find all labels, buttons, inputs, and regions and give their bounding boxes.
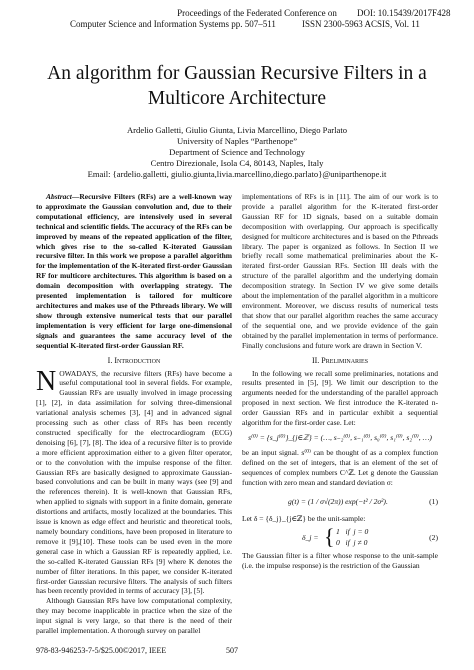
equation-brace: { (324, 524, 335, 550)
affiliation-address: Centro Direzionale, Isola C4, 80143, Naples, Italy (150, 158, 324, 168)
equation-unit-sample (242, 525, 438, 551)
header-line2: Computer Science and Information Systems pp. 507–511 (70, 19, 276, 29)
prelim-paragraph-4: The Gaussian filter is a filter whose response to the unit-sample (i.e. the impulse response) is the restriction of the Gaussian (242, 551, 438, 571)
equation-number-1: (1) (429, 496, 438, 506)
equation-input-signal: s⁽⁰⁾ = {s_j⁽⁰⁾}_{j∈ℤ} = (…, s₋₂⁽⁰⁾, s₋₁⁽⁰⁾, s₀⁽⁰⁾, s₁⁽⁰⁾, s₂⁽⁰⁾, …) (248, 432, 432, 442)
intro-paragraph-1 (36, 365, 232, 597)
equation-case-2: 0 if j ≠ 0 (336, 538, 368, 548)
intro-paragraph-1-text: OWADAYS, the recursive filters (RFs) have become a useful computational tool in several fields. For example, Gaussian RFs are usually involved in image processing [1], [2], in data assimilation for solving three-dimensional variational analysis schemes [3], [4] and in advanced signal processing such as other class of RFs has been recently constructed specifically for the electrocardiogram (ECG) denoising [6], [7], [8]. The idea of a recursive filter is to provide a more efficient approximation either to a given filter operator, or to the convolution with the impulse response of the filter. Gaussian RFs are basically designed to approximate Gaussian-based convolutions and can be built in many ways (see [9] and the references therein). It is well-known that Gaussian RFs, when applied to signals with support in a finite domain, generate distortions and artifacts, mostly localized at the boundaries. This issue is known as edge effect and heuristic and theoretical tools, namely boundary conditions, have been proposed in literature to remove it [9],[10]. These tools can be used even in the more general case in which a Gaussian RF is repeatedly applied, i.e. the so-called K-iterated Gaussian RFs [9] where K denotes the number of filter iterations. In this paper, we consider K-iterated first-order Gaussian recursive filters. The analysis of such filters has been recently provided in terms of accuracy [3], [5]. (36, 368, 232, 596)
header-issn-text: ISSN 2300-5963 ACSIS, Vol. 11 (302, 19, 420, 29)
equation-case-1: 1 if j = 0 (336, 527, 369, 537)
drop-cap: N (36, 365, 57, 397)
paper-title-line2: Multicore Architecture (147, 88, 327, 109)
equation-unit-sample-lhs: δ_j = (302, 533, 319, 543)
left-column (36, 192, 232, 636)
prelim-paragraph-3: Let δ = {δ_j}_{j∈ℤ} be the unit-sample: (242, 513, 366, 523)
section-heading-introduction: I. Introduction (107, 355, 161, 365)
abstract (36, 192, 232, 351)
intro-continued-paragraph: implementations of RFs is in [11]. The aim of our work is to provide a parallel algorithm for the K-iterated first-order Gaussian RF for 1D signals, based on a suitable domain decomposition with overlapping. Our approach is specifically designed for multicore architectures and is based on the Pthreads library. The paper is organized as follows. In Section II we briefly recall some mathematical preliminaries about the K-iterated first-order Gaussian RFs. Section III deals with the structure of the parallel algorithm and the underlying domain decomposition strategy. In Section IV we give some details about the implementation of the parallel algorithm in a multicore environment. Moreover, we discuss results of numerical tests that show that our parallel algorithm reaches the same accuracy of the sequential one, and we provide evidence of the gain obtained by the parallel implementation in terms of performance. Finally conclusions and future work are drawn in Section V. (242, 192, 438, 350)
header-issn (302, 19, 420, 30)
header-doi-text: DOI: 10.15439/2017F428 (357, 8, 451, 18)
abstract-text: —Recursive Filters (RFs) are a well-known way to approximate the Gaussian convolution and, due to their computational efficiency, are intensively used in several technical and scientific fields. The accuracy of the RFs can be improved by means of the repeated application of the filter, which gives rise to the so-called K-iterated Gaussian recursive filter. In this work we propose a parallel algorithm for the implementation of the K-iterated first-order Gaussian RF for multicore architectures. This algorithm is based on a domain decomposition with overlapping strategy. The presented implementation is tailored for multicore architectures and makes use of the Pthreads library. We will show through extensive numerical tests that our parallel implementation is very efficient for large one-dimensional signals and guarantees the same accuracy level of the sequential K-iterated first-order Gaussian RF. (36, 192, 232, 350)
intro-paragraph-2: Although Gaussian RFs have low computational complexity, they may become inapplicable in practice when the size of the input signal is very large, so that there is the need of their parallel implementation. A thorough survey on parallel (36, 596, 232, 636)
header-line1: Proceedings of the Federated Conference on (177, 8, 337, 18)
equation-gaussian-body: g(t) = (1 / σ√(2π)) exp(−t² / 2σ²). (288, 496, 388, 506)
header-line2-block (70, 19, 276, 30)
page-number: 507 (226, 646, 238, 655)
equation-gaussian (242, 492, 438, 514)
prelim-paragraph-1: In the following we recall some preliminaries, notations and results presented in [5], [9]. We limit our description to the arguments needed for the understanding of the parallel approach proposed in next section. We first introduce the K-iterated n-order Gaussian RFs and in particular exhibit a sequential algorithm for the first-order case. Let: (242, 368, 438, 428)
equation-number-2: (2) (429, 533, 438, 543)
footer-copyright: 978-83-946253-7-5/$25.00©2017, IEEE (36, 646, 167, 655)
affiliation-university: University of Naples “Parthenope” (176, 136, 298, 146)
author-names: Ardelio Galletti, Giulio Giunta, Livia Marcellino, Diego Parlato (126, 125, 348, 135)
header-conference (162, 8, 352, 19)
right-column (242, 192, 438, 571)
header-doi (357, 8, 451, 19)
section-heading-preliminaries: II. Preliminaries (311, 355, 369, 365)
author-email: Email: {ardelio.galletti, giulio.giunta,livia.marcellino,diego.parlato}@uniparthenope.it (87, 169, 387, 179)
abstract-label: Abstract (46, 192, 72, 201)
paper-title-line1: An algorithm for Gaussian Recursive Filters in a (47, 63, 427, 84)
prelim-paragraph-2: be an input signal. s⁽⁰⁾ can be thought of as a complex function defined on the set of integers, that is an element of the set of sequences of complex numbers C^ℤ. Let g denote the Gaussian function with zero mean and standard deviation σ: (242, 447, 438, 487)
affiliation-department: Department of Science and Technology (169, 147, 305, 157)
